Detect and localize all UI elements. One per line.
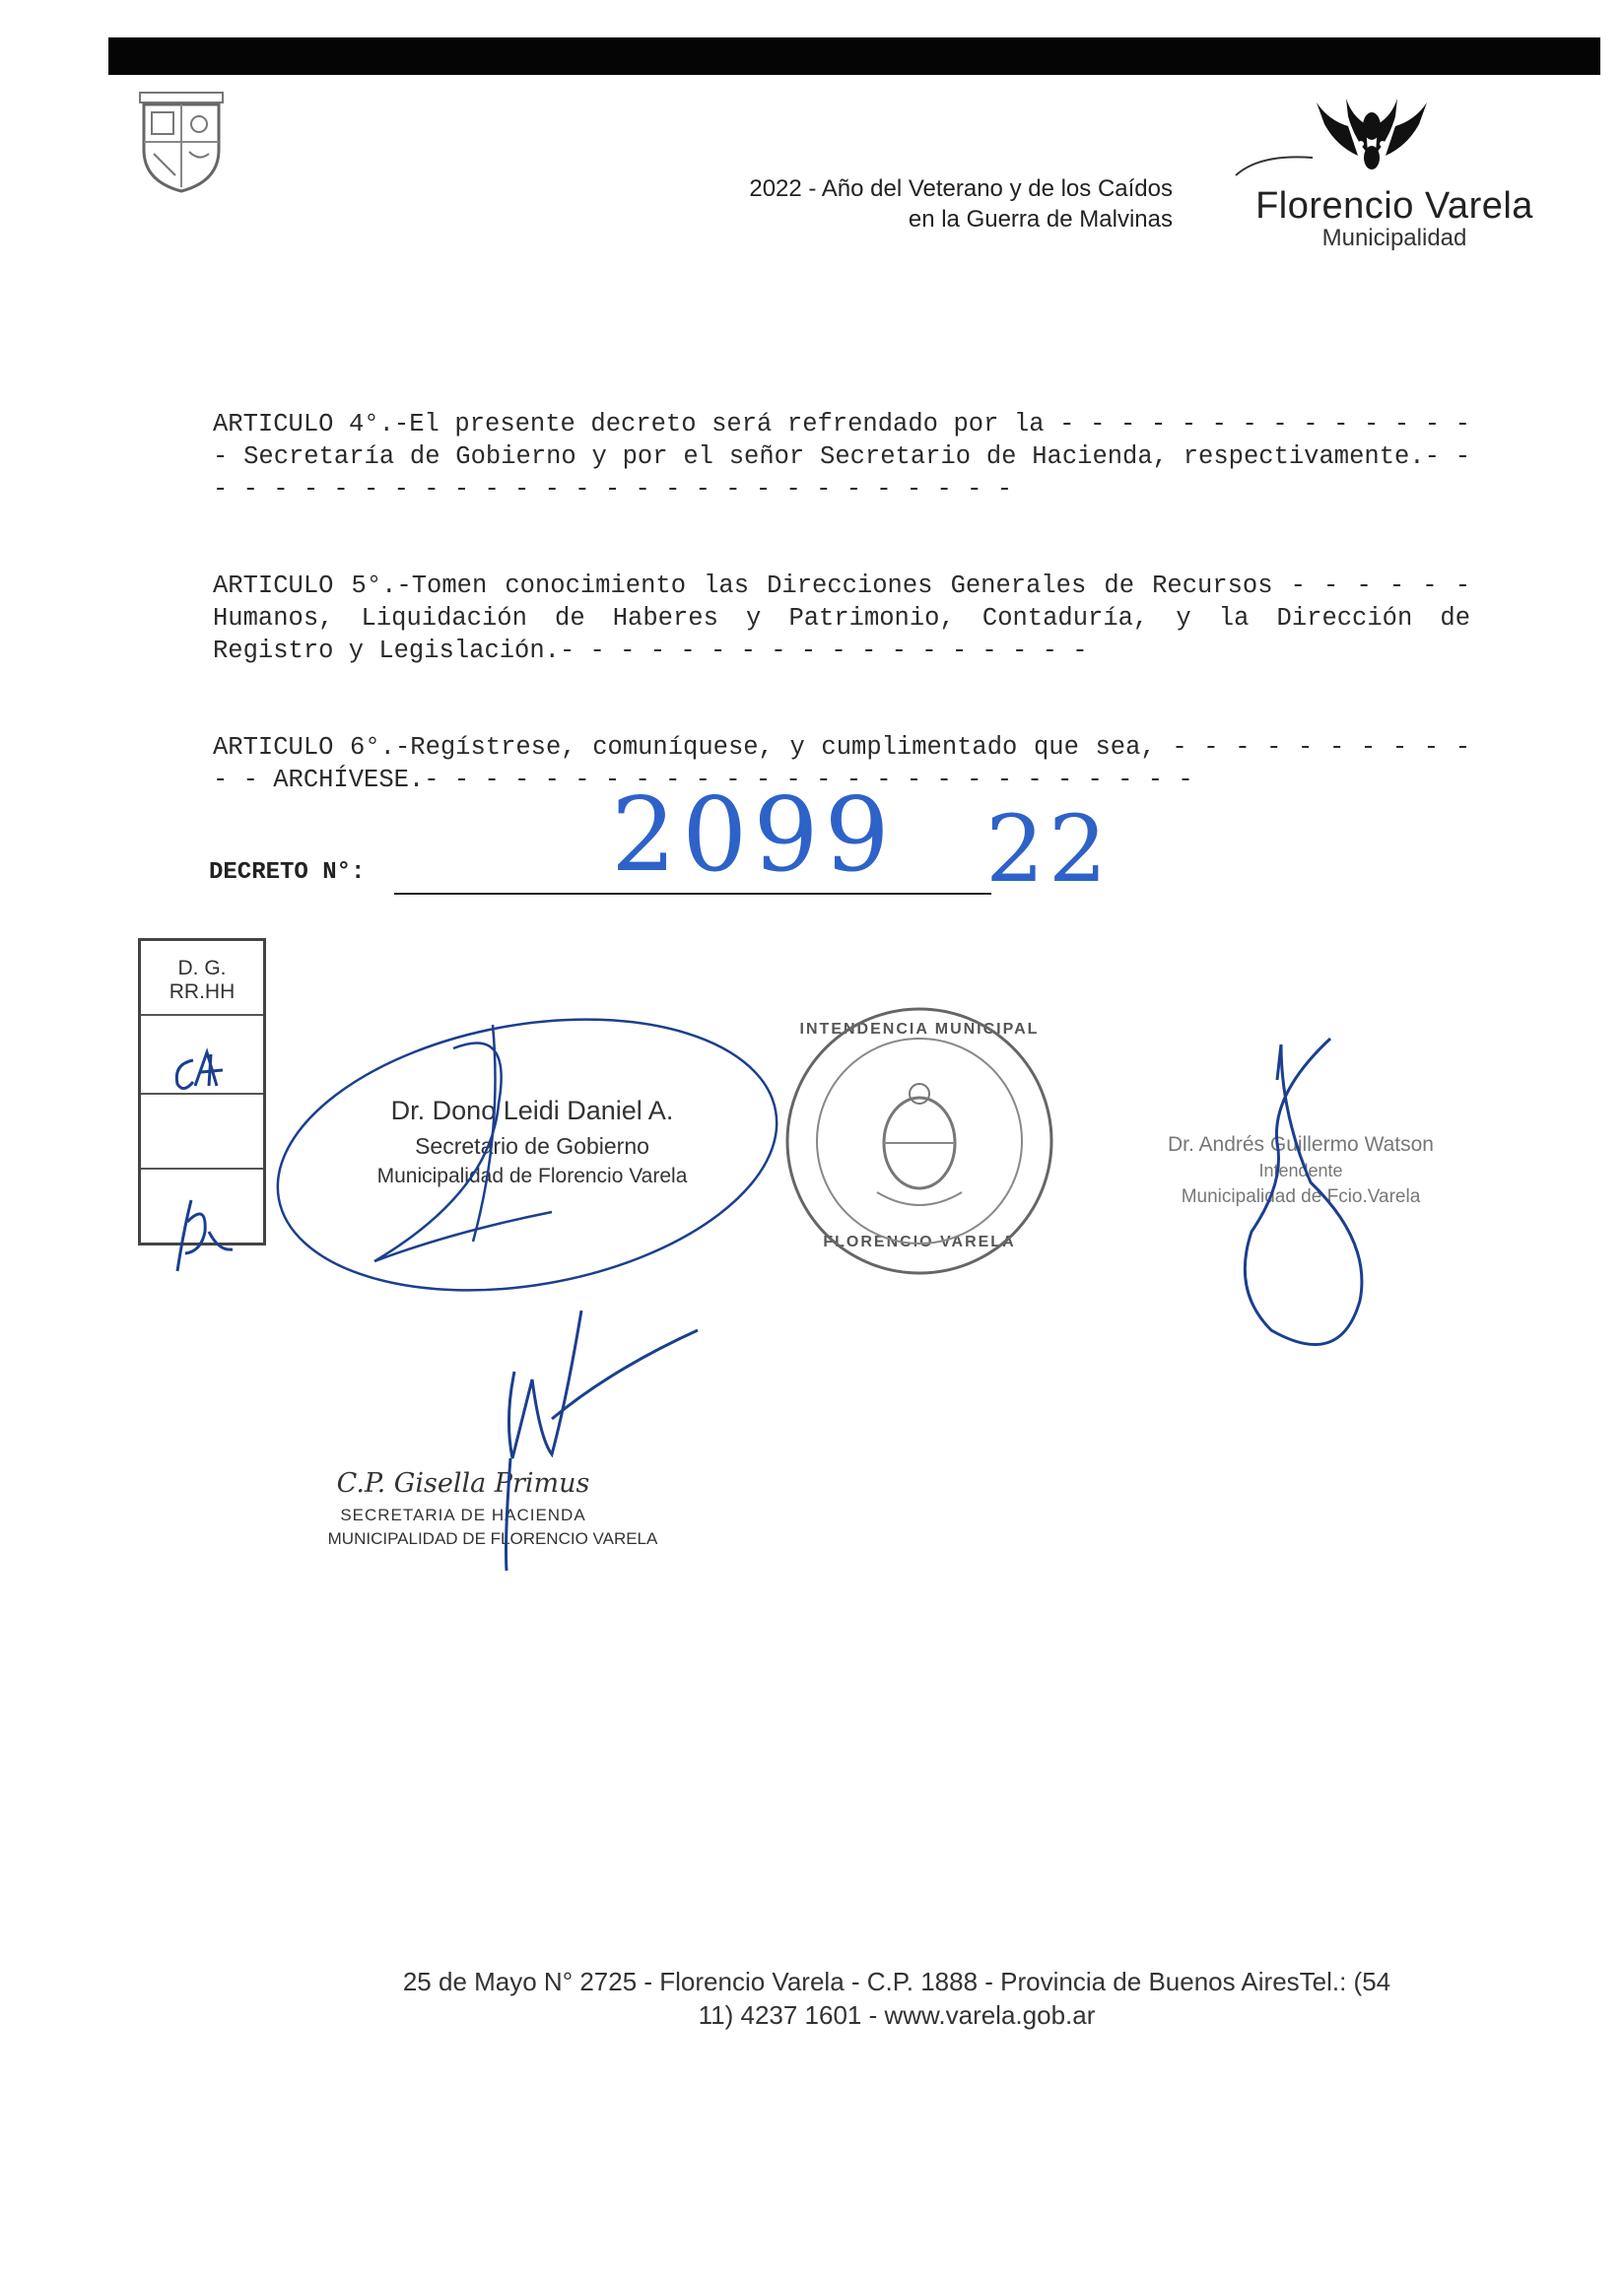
gobierno-signature-icon [256,983,798,1327]
decree-year-stamp: 22 [985,796,1112,904]
hacienda-signer-name: C.P. Gisella Primus [336,1468,590,1499]
article-text: Regístrese, comuníquese, y cumplimentado que sea, - - - - - - - - - - - - ARCHÍVESE.- - - - - - - - - - - - - - - - - - - - - - - - - - [213,733,1486,794]
footer-line-1: 25 de Mayo N° 2725 - Florencio Varela - C.P. 1888 - Provincia de Buenos AiresTel.: (54 [402,1967,1391,1996]
intendente-signature-icon [1245,1039,1362,1345]
dg-line-1: D. G. [177,957,227,979]
motto-line-2: en la Guerra de Malvinas [908,206,1173,233]
logo-subtitle: Municipalidad [1321,225,1467,251]
hacienda-signer-title: SECRETARIA DE HACIENDA [340,1506,586,1524]
dg-initials-icon [176,1052,233,1271]
seal-bottom-text: FLORENCIO VARELA [823,1234,1016,1250]
intendente-signer-title: Intendente [1258,1161,1343,1180]
motto-line-1: 2022 - Año del Veterano y de los Caídos [749,175,1173,202]
intendente-signer-org: Municipalidad de Fcio.Varela [1181,1186,1421,1207]
decree-number-stamp: 2099 [611,774,896,895]
official-seal-icon [787,1009,1051,1273]
logo-title: Florencio Varela [1255,185,1533,227]
footer-line-2: 11) 4237 1601 - www.varela.gob.ar [698,2000,1096,2030]
article-text: Tomen conocimiento las Direcciones Generales de Recursos - - - - - - Humanos, Liquidación de Haberes y Patrimonio, Contaduría, y la Dirección de Registro y Legislación.- - - - - - - - - - - - - - - - - - [213,572,1486,665]
seal-top-text: INTENDENCIA MUNICIPAL [799,1021,1040,1038]
gobierno-signer-title: Secretario de Gobierno [415,1133,649,1159]
gobierno-signer-name: Dr. Dono Leidi Daniel A. [390,1096,674,1125]
article-heading: ARTICULO 4°.- [213,410,410,438]
decree-label: DECRETO N°: [209,859,366,886]
intendente-signer-name: Dr. Andrés Guillermo Watson [1168,1133,1434,1156]
article-heading: ARTICULO 6°.- [213,733,411,762]
dg-line-2: RR.HH [169,980,236,1003]
article-text: El presente decreto será refrendado por la - - - - - - - - - - - - - - - Secretaría de Gobierno y por el señor Secretario de Hacienda, respectivamente.- - - - - - - - - - - - - - - - - - - - - - - - - - - - - [213,410,1486,504]
hacienda-signer-org: MUNICIPALIDAD DE FLORENCIO VARELA [327,1529,658,1548]
gobierno-signer-org: Municipalidad de Florencio Varela [376,1165,688,1187]
hacienda-signature-icon [507,1311,699,1571]
article-heading: ARTICULO 5°.- [213,572,412,600]
